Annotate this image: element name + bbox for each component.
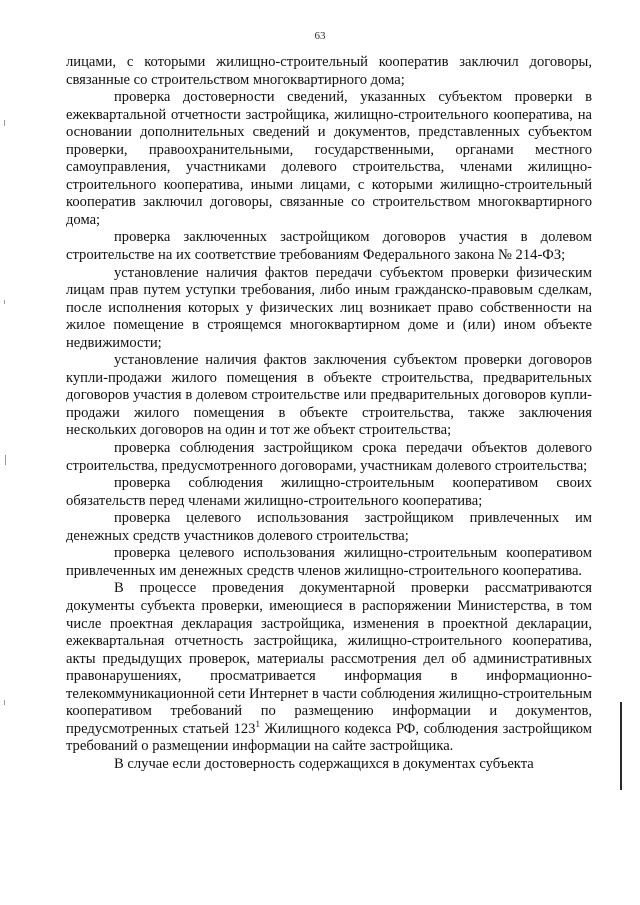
scan-artifact-line	[620, 702, 622, 790]
scan-artifact-speck	[4, 300, 5, 304]
paragraph: установление наличия фактов заключения субъектом проверки договоров купли-продажи жилого помещения в объекте строительства, предварительных договоров участия в долевом строительстве или предварительных договоров купли-продажи жилого помещения в объекте строительства, также заключения нескольких договоров на один и тот же объект строительства;	[66, 352, 592, 439]
paragraph: установление наличия фактов передачи субъектом проверки физическим лицам прав путем уступки требования, либо иным гражданско-правовым сделкам, после исполнения которых у физических лиц возникает право собственности на жилое помещение в строящемся многоквартирном доме и (или) ином объекте недвижимости;	[66, 264, 592, 351]
paragraph: В случае если достоверность содержащихся в документах субъекта	[114, 755, 534, 772]
paragraph-with-footnote-ref	[66, 580, 592, 755]
scan-artifact-speck	[5, 455, 6, 465]
paragraph: проверка заключенных застройщиком договоров участия в долевом строительстве на их соответствие требованиям Федерального закона № 214-ФЗ;	[66, 229, 592, 264]
paragraph: проверка целевого использования жилищно-строительным кооперативом привлеченных им денежных средств членов жилищно-строительного кооператива.	[66, 545, 592, 579]
paragraph: проверка целевого использования застройщиком привлеченных им денежных средств участников долевого строительства;	[66, 510, 592, 544]
paragraph: проверка соблюдения застройщиком срока передачи объектов долевого строительства, предусмотренного договорами, участникам долевого строительства;	[66, 440, 592, 474]
scan-artifact-speck	[4, 700, 5, 705]
scan-artifact-speck	[4, 120, 5, 126]
paragraph-text: Жилищного кодекса РФ, соблюдения застройщиком требований о размещении информации на сайте застройщика.	[66, 720, 592, 755]
paragraph: проверка соблюдения жилищно-строительным кооперативом своих обязательств перед членами жилищно-строительного кооператива;	[66, 475, 592, 509]
paragraph-text: В процессе проведения документарной проверки рассматриваются документы субъекта проверки, имеющиеся в распоряжении Министерства, в том числе проектная декларация застройщика, изменения в проектной декларации, ежеквартальная отчетность застройщика, жилищно-строительного кооператива, акты предыдущих проверок, материалы рассмотрения дел об административных правонарушениях, просматривается информация в информационно-телекоммуникационной сети Интернет в части соблюдения жилищно-строительным кооперативом требований по размещению информации и документов, предусмотренных статьей 123	[66, 580, 592, 737]
paragraph: проверка достоверности сведений, указанных субъектом проверки в ежеквартальной отчетности застройщика, жилищно-строительного кооператива, на основании дополнительных сведений и документов, представленных субъектом проверки, правоохранительными, государственными, органами местного самоуправления, участниками долевого строительства, членами жилищно-строительного кооператива, иными лицами, с которыми жилищно-строительный кооператив заключил договоры, связанные со строительством многоквартирного дома;	[66, 89, 592, 228]
page-number: 63	[314, 30, 326, 42]
body-text	[66, 54, 592, 773]
superscript-mark: 1	[255, 718, 260, 729]
paragraph: лицами, с которыми жилищно-строительный кооператив заключил договоры, связанные со строительством многоквартирного дома;	[66, 54, 592, 88]
